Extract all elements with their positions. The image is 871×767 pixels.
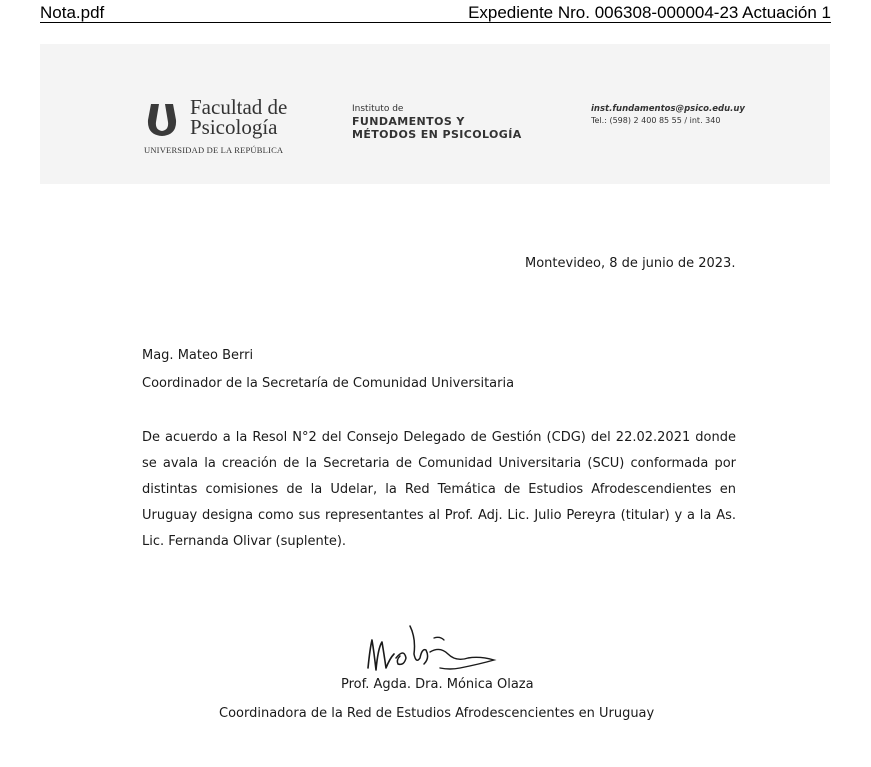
addressee-name: Mag. Mateo Berri: [142, 348, 254, 363]
signer-role: Coordinadora de la Red de Estudios Afrodescencientes en Uruguay: [219, 706, 655, 721]
faculty-name-line1: Facultad de: [190, 95, 288, 119]
addressee-role: Coordinador de la Secretaría de Comunidad Universitaria: [142, 376, 515, 391]
addressee-block: [142, 342, 514, 398]
faculty-name-line2: Psicología: [190, 115, 278, 139]
letterhead: [40, 44, 830, 184]
filename-label: Nota.pdf: [40, 3, 105, 22]
letter-body: De acuerdo a la Resol N°2 del Consejo Delegado de Gestión (CDG) del 22.02.2021 donde se avala la creación de la Secretaria de Comunidad Universitaria (SCU) conformada por distintas comisiones de la Udelar, la Red Temática de Estudios Afrodescendientes en Uruguay designa como sus representantes al Prof. Adj. Lic. Julio Pereyra (titular) y a la As. Lic. Fernanda Olivar (suplente).: [142, 430, 736, 549]
letter-date: Montevideo, 8 de junio de 2023.: [525, 256, 736, 271]
institute-prefix: Instituto de: [352, 104, 404, 114]
contact-block: [591, 104, 745, 126]
faculty-logo-icon: [143, 100, 181, 138]
handwritten-signature: [360, 618, 505, 682]
expediente-label: Expediente Nro. 006308-000004-23 Actuación 1: [468, 3, 831, 22]
institute-block: [352, 103, 522, 141]
institute-name-line2: MÉTODOS EN PSICOLOGÍA: [352, 128, 522, 141]
institute-name-line1: FUNDAMENTOS Y: [352, 115, 465, 128]
document-header-bar: [40, 0, 831, 23]
faculty-name: [190, 97, 287, 137]
university-name: UNIVERSIDAD DE LA REPÚBLICA: [144, 145, 284, 155]
contact-email: inst.fundamentos@psico.edu.uy: [591, 104, 745, 114]
contact-phone: Tel.: (598) 2 400 85 55 / int. 340: [591, 116, 721, 125]
signer-name: Prof. Agda. Dra. Mónica Olaza: [341, 677, 534, 692]
